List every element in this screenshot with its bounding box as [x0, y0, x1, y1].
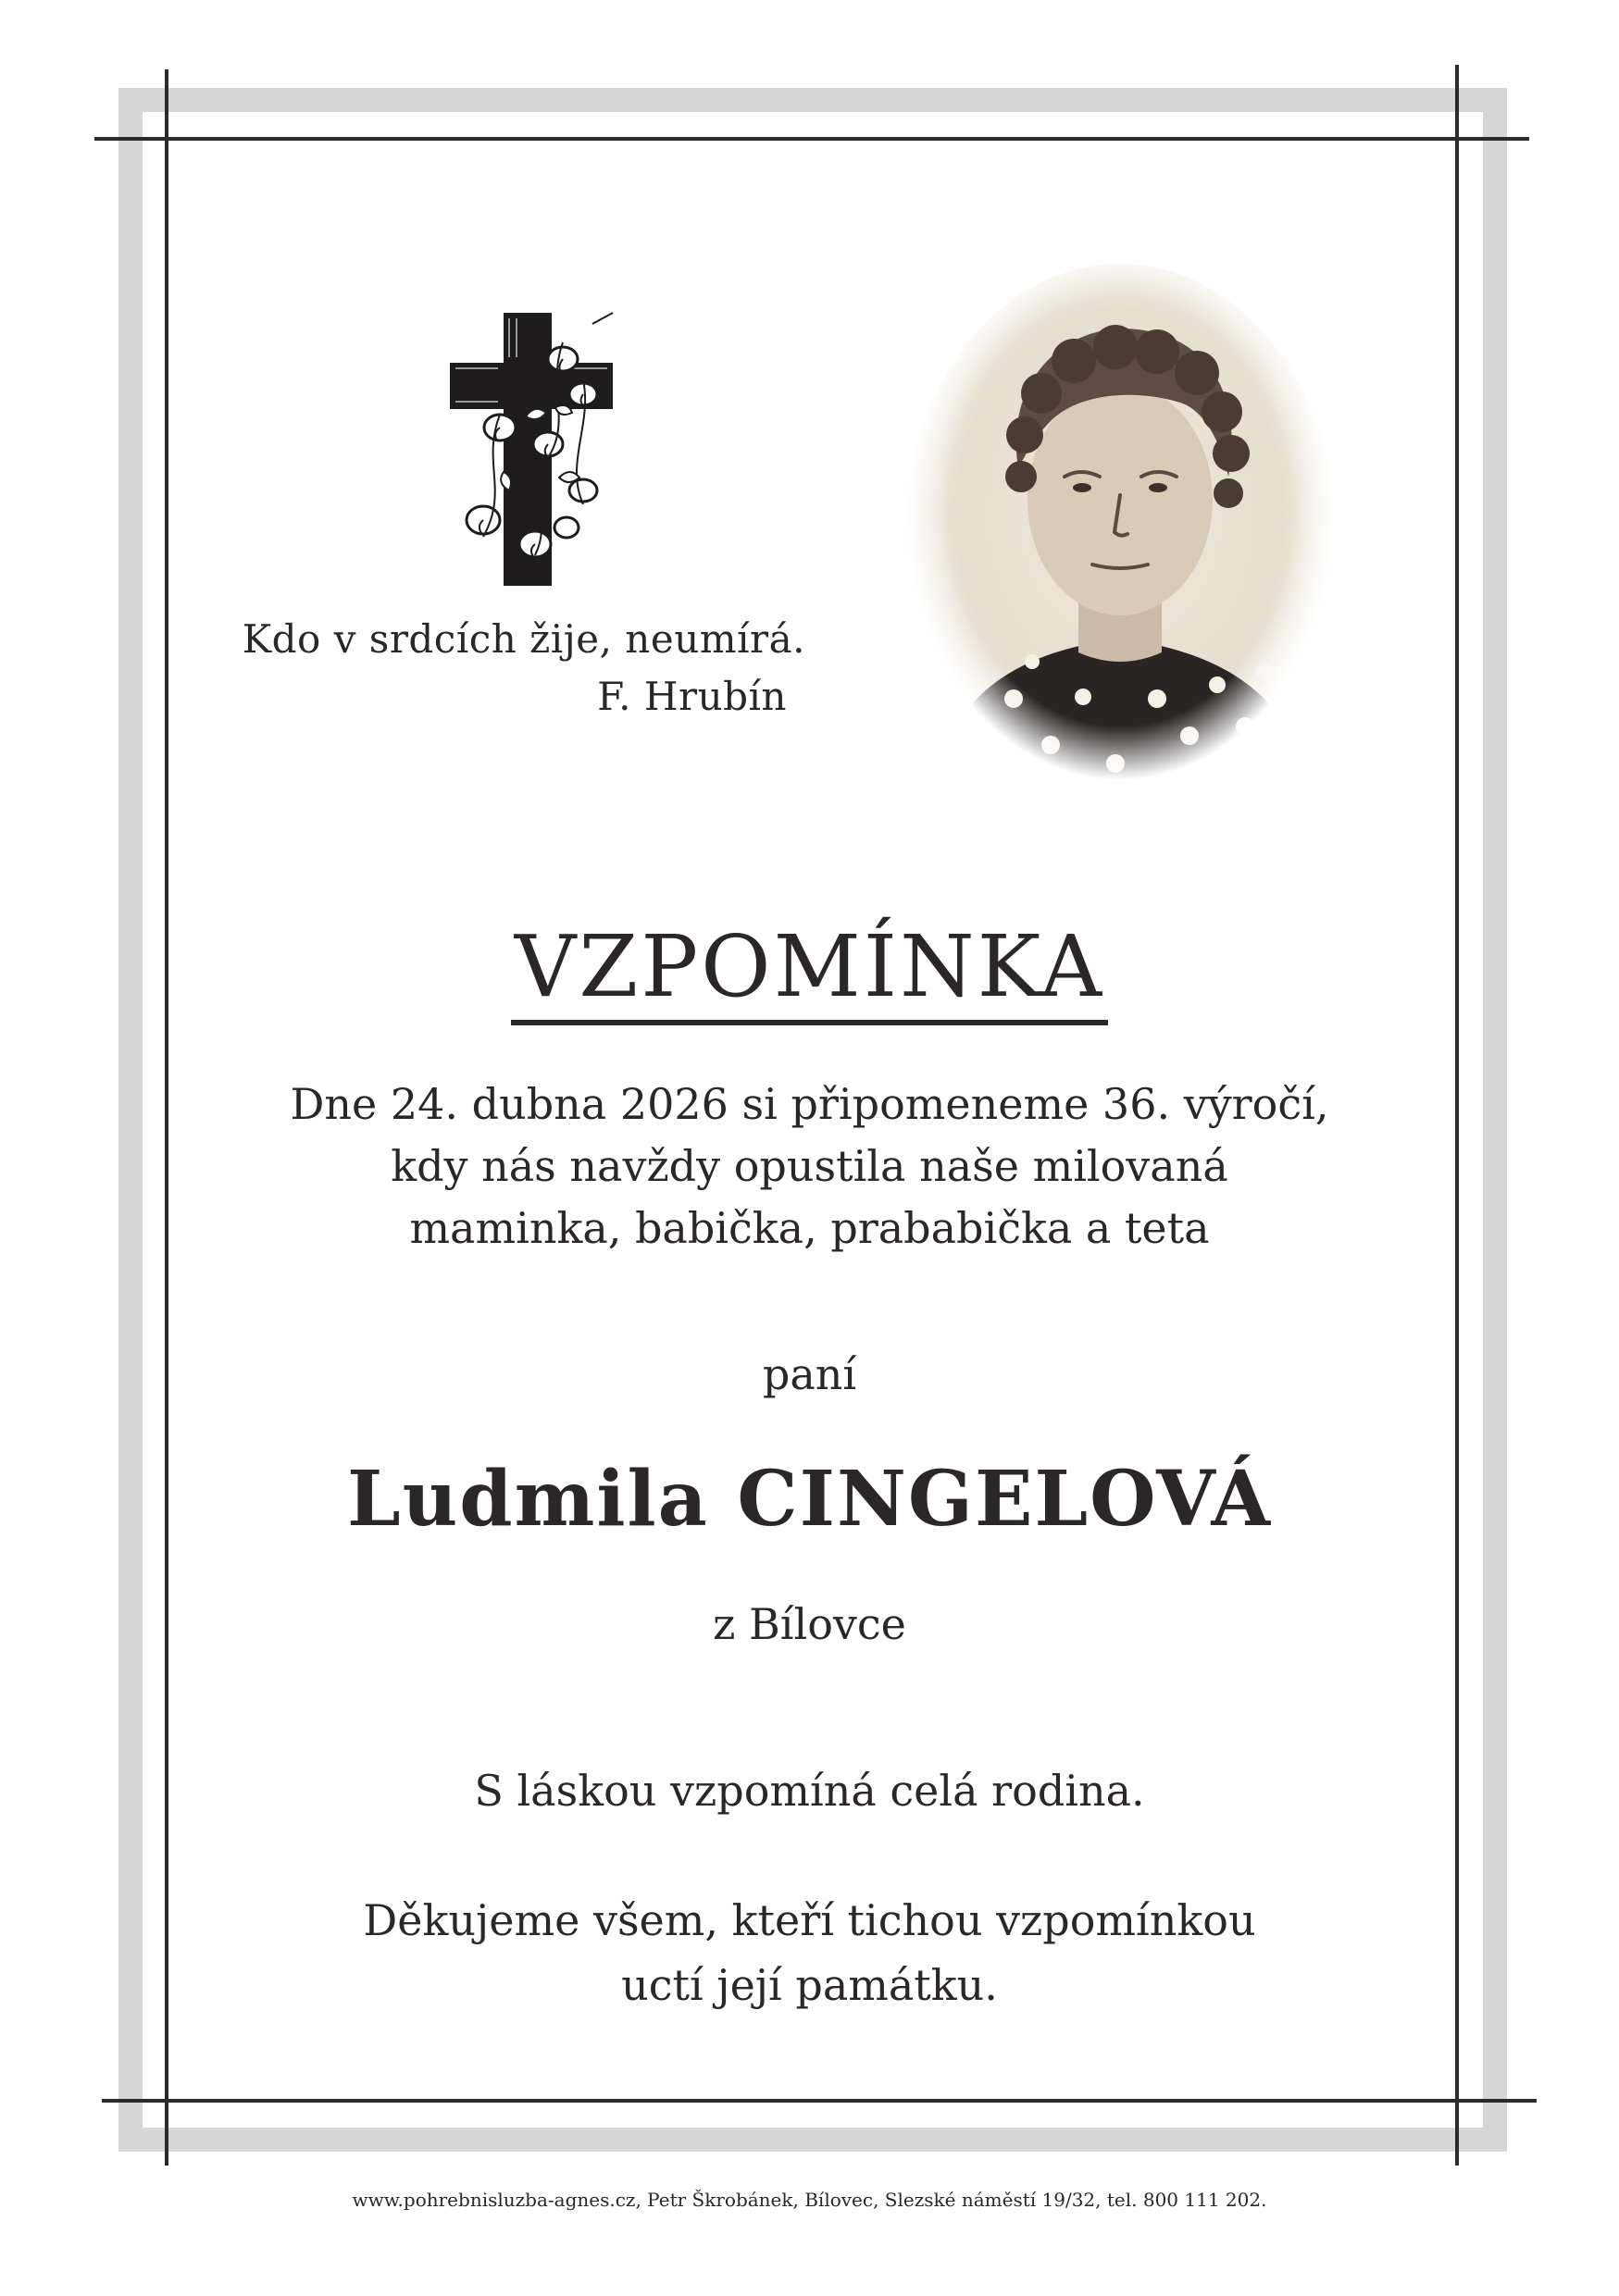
origin: z Bílovce: [713, 1599, 906, 1649]
motto-quote: [185, 611, 805, 726]
intro-line-1: Dne 24. dubna 2026 si připomeneme 36. výročí,: [290, 1079, 1329, 1129]
family-note: S láskou vzpomíná celá rodina.: [474, 1766, 1145, 1816]
page-title: [0, 916, 1619, 1025]
intro-line-3: maminka, babička, prababička a teta: [409, 1203, 1210, 1253]
portrait-photo: [903, 264, 1338, 810]
motto-line: Kdo v srdcích žije, neumírá.: [242, 616, 805, 662]
frame-line-top: [94, 137, 1529, 141]
thanks-line-2: uctí její památku.: [621, 1960, 998, 2010]
salutation: paní: [762, 1349, 857, 1399]
frame-line-bottom: [102, 2099, 1537, 2103]
deceased-name: Ludmila CINGELOVÁ: [347, 1455, 1272, 1544]
cross-with-roses-icon: [444, 305, 620, 592]
intro-paragraph: [0, 1074, 1619, 1260]
title-text: VZPOMÍNKA: [511, 916, 1108, 1025]
motto-author: F. Hrubín: [597, 674, 787, 719]
footer-contact: www.pohrebnisluzba-agnes.cz, Petr Škrobánek, Bílovec, Slezské náměstí 19/32, tel. 800 111 202.: [352, 2189, 1267, 2211]
thanks-paragraph: [0, 1888, 1619, 2017]
intro-line-2: kdy nás navždy opustila naše milovaná: [391, 1141, 1228, 1191]
thanks-line-1: Děkujeme všem, kteří tichou vzpomínkou: [363, 1895, 1256, 1945]
